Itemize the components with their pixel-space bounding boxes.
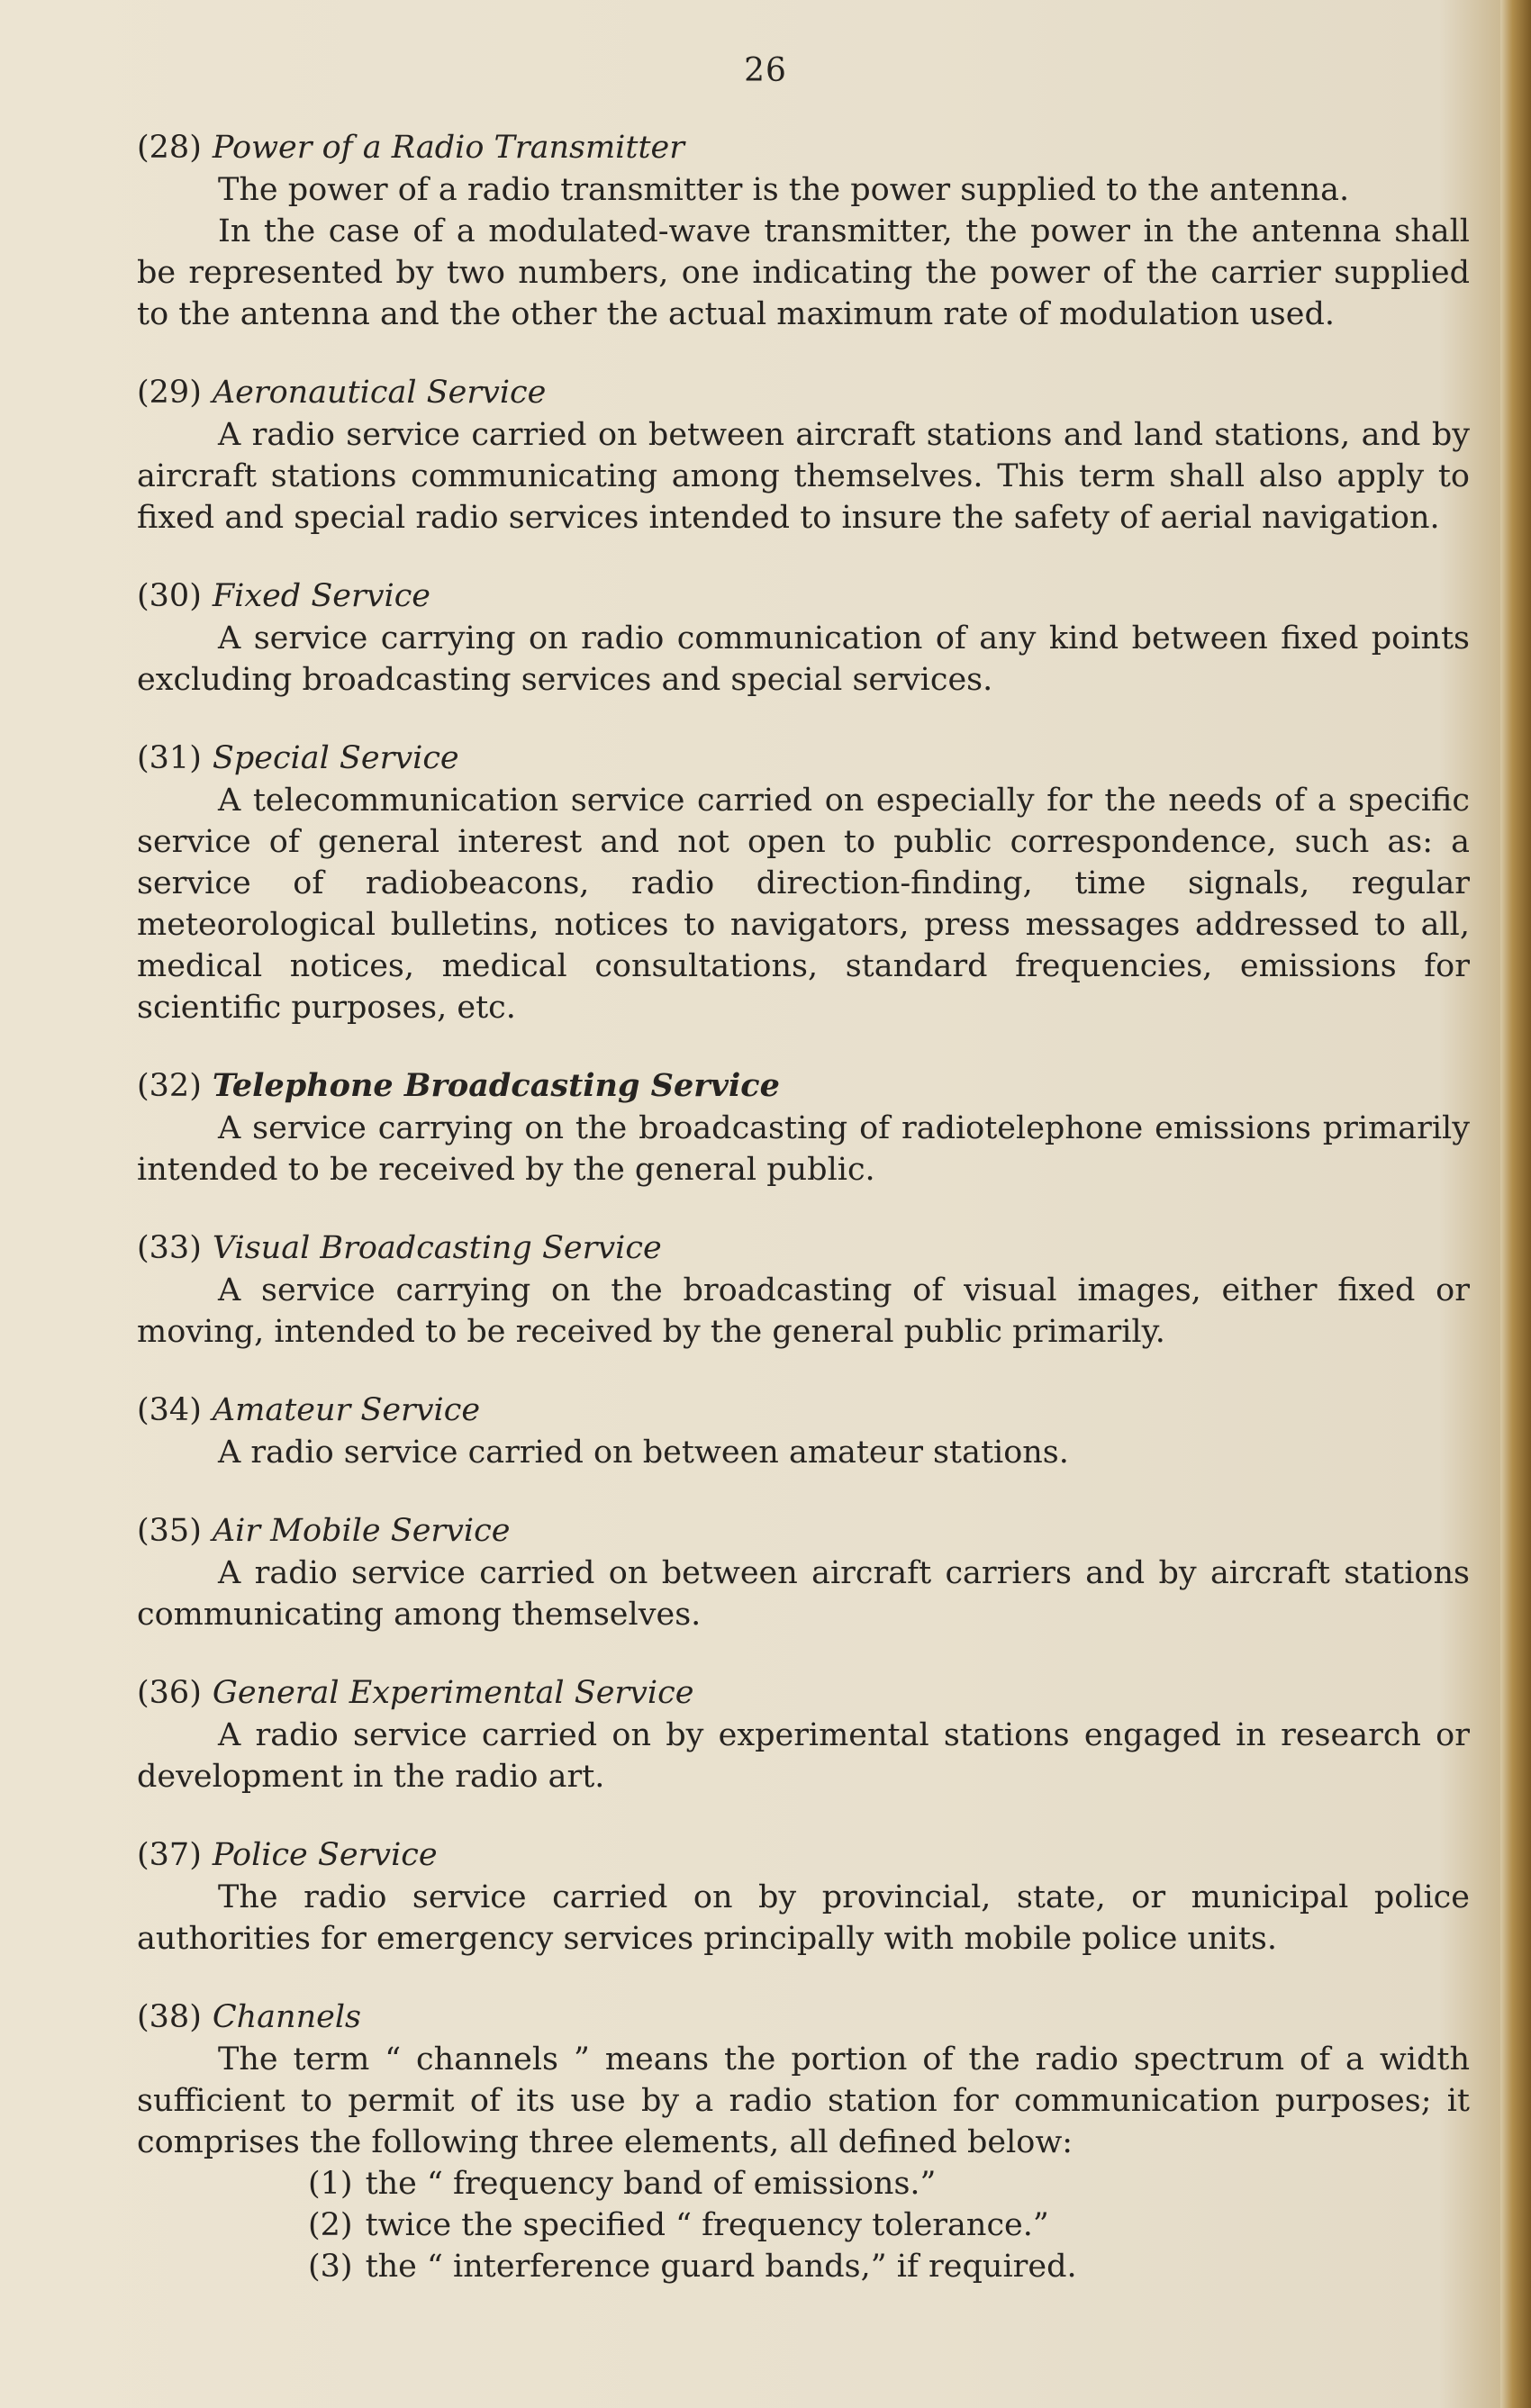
page-content [137, 126, 1470, 2323]
paragraph: A radio service carried on between amateur stations. [218, 1435, 1069, 1471]
paragraph: A service carrying on the broadcasting of visual images, either fixed or moving, intended to be received by the general public primarily. [137, 1272, 1470, 1350]
section-heading [137, 1389, 1470, 1432]
section-38 [137, 1996, 1470, 2287]
section-number: (30) [137, 578, 202, 614]
section-title: Special Service [212, 740, 459, 776]
section-title: Fixed Service [212, 578, 431, 614]
paragraph: The term “ channels ” means the portion of the radio spectrum of a width sufficient to permit of its use by a radio station for communication purposes; it comprises the following three elements, all defined below: [137, 2041, 1470, 2160]
section-title: Amateur Service [212, 1392, 481, 1428]
list-item [308, 2163, 1470, 2204]
section-heading [137, 371, 1470, 414]
section-33 [137, 1227, 1470, 1353]
section-title: Aeronautical Service [212, 375, 547, 411]
channel-elements-list [137, 2163, 1470, 2287]
list-item-number: (3) [308, 2249, 353, 2285]
list-item-text: twice the specified “ frequency tolerance.” [365, 2207, 1049, 2243]
section-heading [137, 1509, 1470, 1553]
paragraph: A radio service carried on between aircraft stations and land stations, and by aircraft stations communicating among themselves. This term shall also apply to fixed and special radio services intended to insure the safety of aerial navigation. [137, 417, 1470, 536]
list-item [308, 2246, 1470, 2287]
section-35 [137, 1509, 1470, 1635]
paragraph: A telecommunication service carried on especially for the needs of a specific service of general interest and not open to public correspondence, such as: a service of radiobeacons, radio direction-finding, time signals, regular meteorological bulletins, notices to navigators, press messages addressed to all, medical notices, medical consultations, standard frequencies, emissions for scientific purposes, etc. [137, 783, 1470, 1026]
section-heading [137, 737, 1470, 780]
page-number: 26 [744, 52, 787, 89]
section-title: Visual Broadcasting Service [212, 1230, 662, 1266]
section-36 [137, 1671, 1470, 1797]
section-number: (33) [137, 1230, 202, 1266]
section-heading [137, 575, 1470, 618]
section-heading [137, 1996, 1470, 2039]
section-28 [137, 126, 1470, 335]
list-item-text: the “ frequency band of emissions.” [365, 2166, 937, 2202]
section-heading [137, 126, 1470, 169]
list-item-text: the “ interference guard bands,” if required. [365, 2249, 1077, 2285]
section-number: (31) [137, 740, 202, 776]
section-32 [137, 1064, 1470, 1190]
section-heading [137, 1064, 1470, 1108]
paragraph: In the case of a modulated-wave transmitter, the power in the antenna shall be represented by two numbers, one indicating the power of the carrier supplied to the antenna and the other the actual maximum rate of modulation used. [137, 213, 1470, 332]
list-item-number: (1) [308, 2166, 353, 2202]
section-number: (28) [137, 130, 202, 166]
section-heading [137, 1833, 1470, 1877]
section-title: General Experimental Service [212, 1675, 694, 1711]
section-number: (37) [137, 1837, 202, 1873]
section-title: Air Mobile Service [212, 1513, 511, 1549]
paragraph: A radio service carried on by experimental stations engaged in research or development in the radio art. [137, 1717, 1470, 1795]
section-37 [137, 1833, 1470, 1960]
section-title: Power of a Radio Transmitter [212, 130, 684, 166]
section-number: (36) [137, 1675, 202, 1711]
section-number: (29) [137, 375, 202, 411]
section-30 [137, 575, 1470, 701]
section-29 [137, 371, 1470, 539]
section-31 [137, 737, 1470, 1028]
section-heading [137, 1671, 1470, 1715]
section-34 [137, 1389, 1470, 1473]
section-number: (35) [137, 1513, 202, 1549]
section-number: (32) [137, 1068, 202, 1104]
paragraph: A service carrying on radio communication of any kind between fixed points excluding broadcasting services and special services. [137, 620, 1470, 698]
section-title: Telephone Broadcasting Service [212, 1067, 780, 1104]
paragraph: The radio service carried on by provincial, state, or municipal police authorities for emergency services principally with mobile police units. [137, 1879, 1470, 1957]
page-spine [1500, 0, 1531, 2408]
list-item-number: (2) [308, 2207, 353, 2243]
paragraph: The power of a radio transmitter is the power supplied to the antenna. [218, 172, 1350, 208]
section-number: (34) [137, 1392, 202, 1428]
section-heading [137, 1227, 1470, 1270]
paragraph: A service carrying on the broadcasting of radiotelephone emissions primarily intended to be received by the general public. [137, 1110, 1470, 1188]
list-item [308, 2204, 1470, 2246]
section-title: Channels [212, 1999, 361, 2035]
section-number: (38) [137, 1999, 202, 2035]
section-title: Police Service [212, 1837, 438, 1873]
paragraph: A radio service carried on between aircraft carriers and by aircraft stations communicating among themselves. [137, 1555, 1470, 1633]
